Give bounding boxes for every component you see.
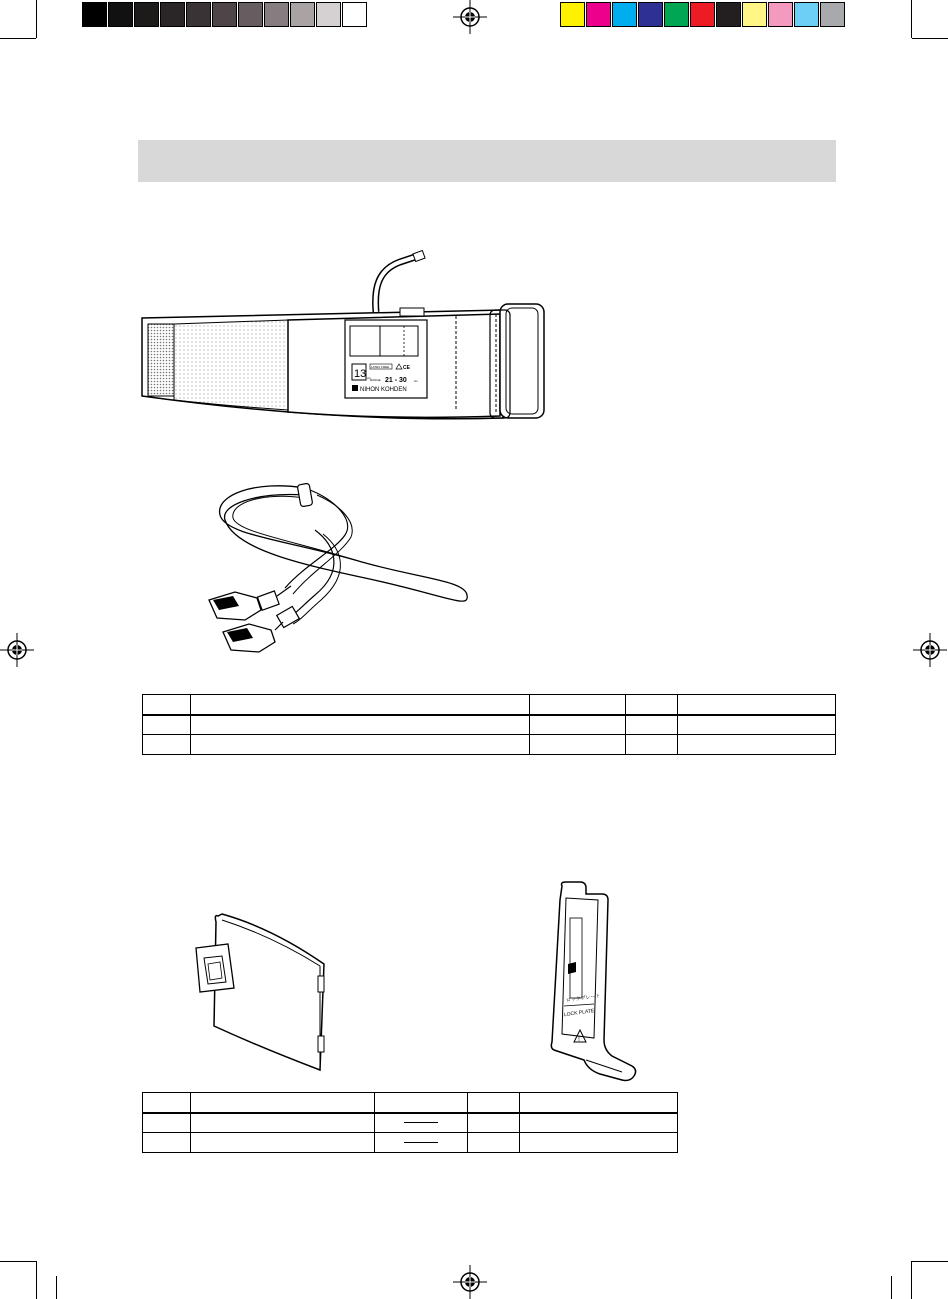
table-cell xyxy=(520,1113,678,1133)
lock-plate-jp-text: ロックプレート xyxy=(565,993,601,1004)
process-swatch xyxy=(820,2,845,27)
cuff-range-value: 21 - 30 xyxy=(385,377,407,384)
registration-mark-bottom-icon xyxy=(453,1265,487,1299)
grays-swatch xyxy=(160,2,185,27)
table-cell xyxy=(143,1133,191,1153)
table-cell xyxy=(190,715,529,735)
table-cell xyxy=(520,1093,678,1113)
grays-swatch xyxy=(108,2,133,27)
cuff-range-label: RANGE xyxy=(370,378,381,382)
registration-mark-top-icon xyxy=(453,0,487,34)
grays-swatch xyxy=(238,2,263,27)
table-cell xyxy=(468,1133,520,1153)
table-cell xyxy=(190,735,529,755)
lock-plate-illustration xyxy=(540,880,640,1085)
table-cell xyxy=(143,1113,191,1133)
table-cell xyxy=(468,1093,520,1113)
process-swatch xyxy=(638,2,663,27)
not-applicable-dash xyxy=(404,1122,438,1123)
table-cell xyxy=(530,695,626,715)
grays-swatch xyxy=(316,2,341,27)
grays-swatch xyxy=(82,2,107,27)
process-swatch xyxy=(560,2,585,27)
nihon-kohden-logo-small-icon xyxy=(568,962,576,974)
table-cell xyxy=(468,1113,520,1133)
table-cell xyxy=(678,715,836,735)
table-row xyxy=(143,1113,678,1133)
process-swatch xyxy=(742,2,767,27)
table-cell xyxy=(520,1133,678,1153)
table-cell xyxy=(530,715,626,735)
registration-mark-right-icon xyxy=(913,633,947,667)
table-cell xyxy=(678,735,836,755)
process-swatch xyxy=(794,2,819,27)
table-row xyxy=(143,735,836,755)
table-row xyxy=(143,695,836,715)
cuff-size-unit: cm xyxy=(367,376,371,380)
table-cell xyxy=(626,735,678,755)
table-cell xyxy=(374,1133,468,1153)
table-cell xyxy=(374,1093,468,1113)
not-applicable-dash xyxy=(404,1142,438,1143)
battery-cover-illustration xyxy=(192,908,332,1074)
grays-swatch xyxy=(134,2,159,27)
table-cell xyxy=(626,715,678,735)
table-cell xyxy=(143,735,191,755)
warning-exclaim-icon: ! xyxy=(578,1036,580,1043)
cuff-brand: NIHON KOHDEN xyxy=(360,387,407,393)
grayscale-color-bar xyxy=(82,2,368,27)
process-swatch xyxy=(716,2,741,27)
table-cell xyxy=(190,1113,374,1133)
cuff-ce-mark: CE xyxy=(403,365,410,371)
process-swatch xyxy=(690,2,715,27)
registration-mark-left-icon xyxy=(0,633,34,667)
grays-swatch xyxy=(290,2,315,27)
table-row xyxy=(143,1093,678,1113)
process-swatch xyxy=(612,2,637,27)
table-cell xyxy=(143,1093,191,1113)
table-cell xyxy=(190,695,529,715)
process-swatch xyxy=(664,2,689,27)
cuff-size-number: 13 xyxy=(354,368,367,380)
table-cell xyxy=(678,695,836,715)
table-cell xyxy=(374,1113,468,1133)
table-cell xyxy=(143,695,191,715)
table-cell xyxy=(190,1093,374,1113)
process-swatch xyxy=(586,2,611,27)
blood-pressure-cuff-illustration xyxy=(138,248,550,428)
grays-swatch xyxy=(186,2,211,27)
grays-swatch xyxy=(212,2,237,27)
section-header-band xyxy=(138,140,836,182)
grays-swatch xyxy=(342,2,367,27)
table-cell xyxy=(626,695,678,715)
table-cell xyxy=(530,735,626,755)
process-swatch xyxy=(768,2,793,27)
table-cell xyxy=(143,715,191,735)
lock-plate-label: LOCK PLATE xyxy=(563,1008,595,1019)
parts-table-2 xyxy=(142,1092,678,1153)
nihon-kohden-logo-icon xyxy=(352,385,358,391)
table-cell xyxy=(190,1133,374,1153)
parts-table-1 xyxy=(142,694,836,755)
grays-swatch xyxy=(264,2,289,27)
carrying-strap-illustration xyxy=(195,470,480,660)
table-row xyxy=(143,1133,678,1153)
table-row xyxy=(143,715,836,735)
cuff-range-unit: cm xyxy=(414,379,418,383)
process-color-bar xyxy=(560,2,846,27)
cuff-latex-free: LATEX FREE xyxy=(371,365,390,369)
